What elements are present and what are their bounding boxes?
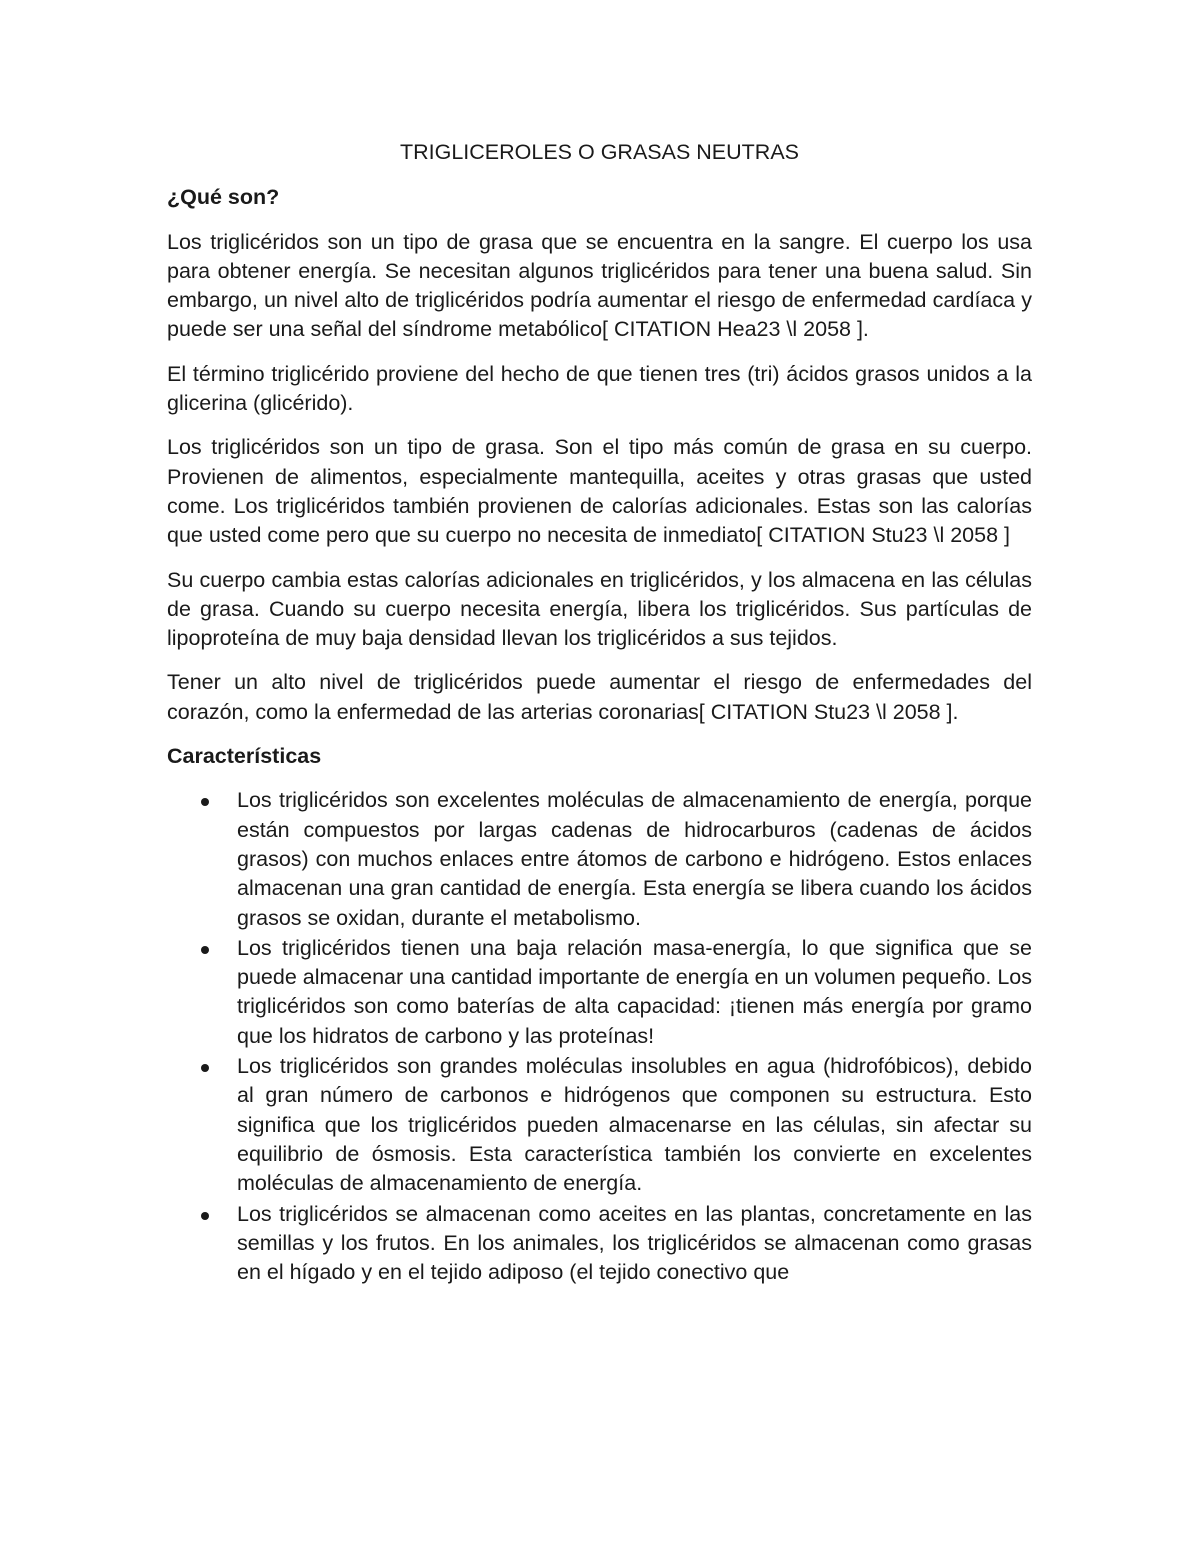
paragraph: Los triglicéridos son un tipo de grasa. Son el tipo más común de grasa en su cuerpo. Provienen de alimentos, especialmente mantequilla, aceites y otras grasas que usted come. Los triglicéridos también provienen de calorías adicionales. Estas son las calorías que usted come pero que su cuerpo no necesita de inmediato[ CITATION Stu23 \l 2058 ] <box>167 435 1032 548</box>
section-heading-caracteristicas: Características <box>167 744 322 769</box>
list-item <box>237 1200 1032 1288</box>
paragraph: Tener un alto nivel de triglicéridos puede aumentar el riesgo de enfermedades del corazón, como la enfermedad de las arterias coronarias[ CITATION Stu23 \l 2058 ]. <box>167 670 1032 724</box>
characteristics-list <box>167 786 1032 1287</box>
paragraph: El término triglicérido proviene del hecho de que tienen tres (tri) ácidos grasos unidos a la glicerina (glicérido). <box>167 361 1032 416</box>
bullet-icon <box>201 798 209 806</box>
bullet-icon <box>201 1212 209 1220</box>
list-item <box>237 786 1032 932</box>
bullet-icon <box>201 946 209 954</box>
document-body <box>167 138 1032 1288</box>
list-item-text: Los triglicéridos se almacenan como aceites en las plantas, concretamente en las semillas y los frutos. En los animales, los triglicéridos se almacenan como grasas en el hígado y en el tejido adiposo (el tejido conectivo que <box>237 1201 1032 1285</box>
paragraph: Los triglicéridos son un tipo de grasa que se encuentra en la sangre. El cuerpo los usa para obtener energía. Se necesitan algunos triglicéridos para tener una buena salud. Sin embargo, un nivel alto de triglicéridos podría aumentar el riesgo de enfermedad cardíaca y puede ser una señal del síndrome metabólico[ CITATION Hea23 \l 2058 ]. <box>167 229 1032 342</box>
list-item-text: Los triglicéridos son excelentes moléculas de almacenamiento de energía, porque están compuestos por largas cadenas de hidrocarburos (cadenas de ácidos grasos) con muchos enlaces entre átomos de carbono e hidrógeno. Estos enlaces almacenan una gran cantidad de energía. Esta energía se libera cuando los ácidos grasos se oxidan, durante el metabolismo. <box>237 788 1032 930</box>
document-title: TRIGLICEROLES O GRASAS NEUTRAS <box>399 140 800 164</box>
list-item <box>237 1052 1032 1198</box>
section-heading-que-son: ¿Qué son? <box>167 185 280 210</box>
list-item-text: Los triglicéridos son grandes moléculas insolubles en agua (hidrofóbicos), debido al gran número de carbonos e hidrógenos que componen su estructura. Esto significa que los triglicéridos pueden almacenarse en las células, sin afectar su equilibrio de ósmosis. Esta característica también los convierte en excelentes moléculas de almacenamiento de energía. <box>237 1054 1032 1196</box>
bullet-icon <box>201 1064 209 1072</box>
paragraph: Su cuerpo cambia estas calorías adicionales en triglicéridos, y los almacena en las células de grasa. Cuando su cuerpo necesita energía, libera los triglicéridos. Sus partículas de lipoproteína de muy baja densidad llevan los triglicéridos a sus tejidos. <box>167 567 1032 651</box>
list-item-text: Los triglicéridos tienen una baja relación masa-energía, lo que significa que se puede almacenar una cantidad importante de energía en un volumen pequeño. Los triglicéridos son como baterías de alta capacidad: ¡tienen más energía por gramo que los hidratos de carbono y las proteínas! <box>237 935 1032 1048</box>
list-item <box>237 934 1032 1051</box>
